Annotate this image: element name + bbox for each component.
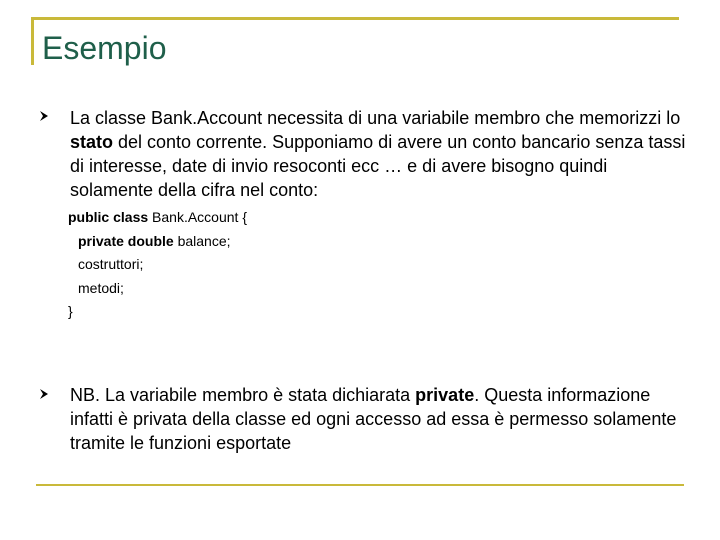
code-line-4: metodi; — [78, 279, 124, 296]
arrowhead-bullet-icon — [37, 387, 51, 401]
code-keyword: public class — [68, 209, 149, 225]
bullet-paragraph-2 — [70, 383, 690, 455]
arrowhead-bullet-icon — [37, 109, 51, 123]
code-line-3: costruttori; — [78, 256, 144, 272]
code-text: Bank.Account { — [148, 209, 247, 225]
code-keyword: private double — [78, 232, 174, 249]
code-line-1 — [68, 206, 247, 230]
bullet-2-bold-term: private — [415, 385, 475, 405]
bullet-2-text-end: . Questa informazione infatti è privata della classe ed ogni accesso ad essa è permesso solamente tramite le funzioni esportate — [70, 385, 677, 453]
bullet-2-text-start: NB. La variabile membro è stata dichiarata — [70, 385, 416, 405]
code-block — [68, 206, 247, 324]
bullet-1-text-start: La classe Bank.Account necessita di una variabile membro che memorizzi lo — [70, 108, 681, 128]
bullet-1-bold-term: stato — [70, 132, 114, 152]
frame-bottom-rule — [36, 484, 684, 486]
code-line-5: } — [68, 303, 73, 319]
frame-left-rule — [31, 17, 34, 65]
bullet-1-text-end: del conto corrente. Supponiamo di avere un conto bancario senza tassi di interesse, date di invio resoconti ecc … e di avere bisogno quindi solamente della cifra nel conto: — [70, 132, 686, 200]
frame-top-rule — [31, 17, 679, 20]
code-text: balance; — [173, 232, 231, 249]
slide-title: Esempio — [42, 30, 167, 66]
code-line-2 — [68, 230, 247, 254]
bullet-paragraph-1 — [70, 106, 690, 202]
